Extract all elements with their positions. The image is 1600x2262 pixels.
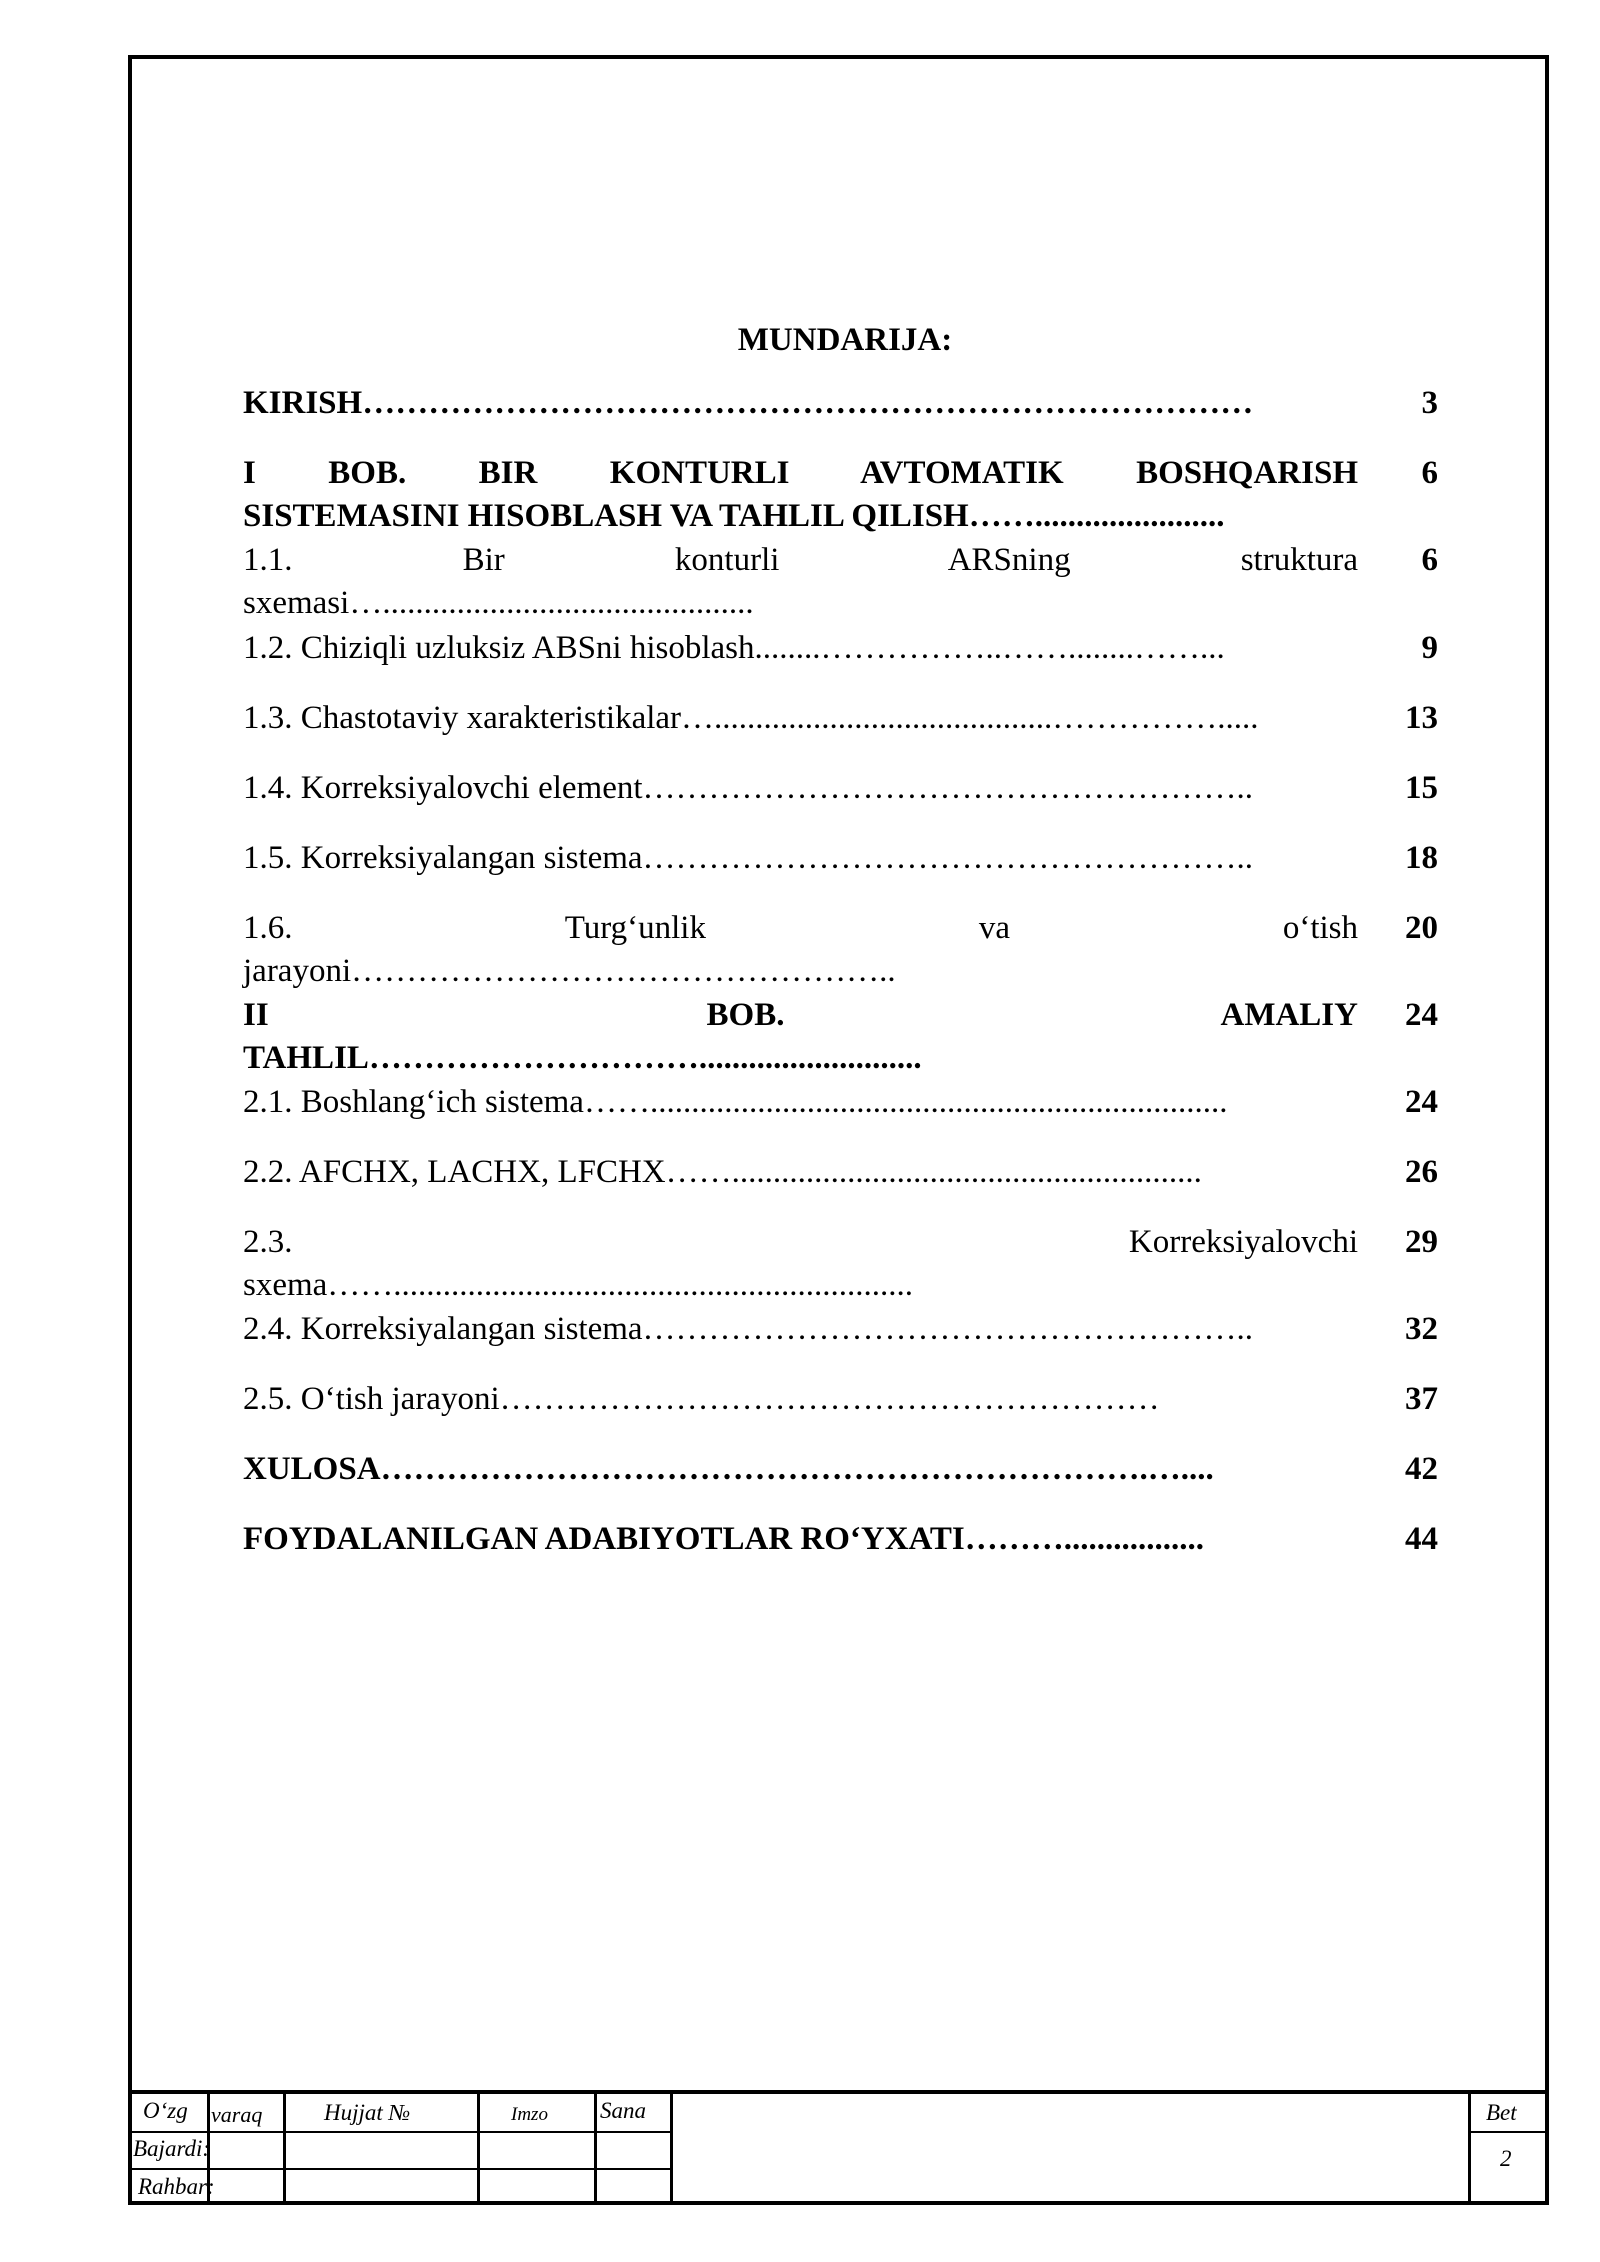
toc-entry bbox=[243, 1378, 1443, 1421]
toc-entry-line: 2.5. O‘tish jarayoni…………………………………………………… bbox=[243, 1381, 1160, 1417]
toc-entry-page: 44 bbox=[1405, 1521, 1438, 1557]
toc-entry bbox=[243, 1308, 1443, 1351]
toc-entry-line: 1.4. Korreksiyalovchi element……………………………………………….. bbox=[243, 770, 1254, 806]
toc-entry-page: 13 bbox=[1405, 700, 1438, 736]
toc-entry bbox=[243, 1081, 1443, 1124]
toc-entry-page: 3 bbox=[1421, 385, 1438, 421]
toc-entry bbox=[243, 1518, 1443, 1561]
toc-entry-title bbox=[243, 382, 1358, 425]
toc-entry-title bbox=[243, 539, 1358, 625]
imzo-label: Imzo bbox=[511, 2104, 548, 2125]
toc-entry-page: 20 bbox=[1405, 910, 1438, 946]
toc-entry bbox=[243, 1221, 1443, 1307]
toc-entry-title bbox=[243, 1518, 1358, 1561]
toc-entry-title bbox=[243, 1151, 1358, 1194]
toc-entry-page: 29 bbox=[1405, 1224, 1438, 1260]
title-block-divider bbox=[283, 2094, 286, 2205]
toc-entry-page: 15 bbox=[1405, 770, 1438, 806]
toc-entry-line: sxema……............................................................... bbox=[243, 1267, 914, 1303]
toc-entry-line: TAHLIL…………………………........................... bbox=[243, 1040, 922, 1076]
toc-entry-page: 6 bbox=[1421, 455, 1438, 491]
toc-entry-line: I BOB. BIR KONTURLI AVTOMATIK BOSHQARISH bbox=[243, 455, 1358, 491]
toc-entry-line: 1.6. Turg‘unlik va o‘tish bbox=[243, 910, 1358, 946]
toc-entry bbox=[243, 1151, 1443, 1194]
toc-entry bbox=[243, 994, 1443, 1080]
title-block-rule bbox=[1468, 2131, 1545, 2133]
toc-entry-line: SISTEMASINI HISOBLASH VA TAHLIL QILISH……....................... bbox=[243, 498, 1225, 534]
toc-entry-title bbox=[243, 767, 1358, 810]
toc-entry-page: 26 bbox=[1405, 1154, 1438, 1190]
toc-entry-title bbox=[243, 1221, 1358, 1307]
title-block-divider bbox=[594, 2094, 597, 2205]
toc-entry-line: sxemasi…............................................. bbox=[243, 585, 754, 621]
toc-entry-page: 32 bbox=[1405, 1311, 1438, 1347]
bajardi-label: Bajardi: bbox=[133, 2136, 211, 2161]
toc-entry-title bbox=[243, 1378, 1358, 1421]
toc-entry-page: 6 bbox=[1421, 542, 1438, 578]
title-block-divider bbox=[670, 2094, 673, 2205]
toc-entry-line: II BOB. AMALIY bbox=[243, 997, 1358, 1033]
toc-entry-title bbox=[243, 697, 1358, 740]
rahbar-label: Rahbar: bbox=[138, 2174, 215, 2199]
title-block-divider bbox=[477, 2094, 480, 2205]
ozg-label: O‘zg bbox=[143, 2098, 188, 2123]
toc-entry-title bbox=[243, 837, 1358, 880]
toc-entry-line: KIRISH……………………………………………………………………… bbox=[243, 385, 1254, 421]
toc-entry-line: 2.4. Korreksiyalangan sistema……………………………………………….. bbox=[243, 1311, 1254, 1347]
toc-entry-page: 18 bbox=[1405, 840, 1438, 876]
toc-entry-line: 1.3. Chastotaviy xarakteristikalar….........................................……………..... bbox=[243, 700, 1259, 736]
sana-label: Sana bbox=[600, 2098, 646, 2123]
toc-entry-line: jarayoni………………………………………….. bbox=[243, 953, 896, 989]
toc-entry-title bbox=[243, 452, 1358, 538]
toc-entry-title bbox=[243, 1448, 1358, 1491]
toc-entry-title bbox=[243, 627, 1358, 670]
toc-entry-title bbox=[243, 1081, 1358, 1124]
toc-entry-title bbox=[243, 994, 1358, 1080]
toc-entry-line: 2.3. Korreksiyalovchi bbox=[243, 1224, 1358, 1260]
toc-entry-line: FOYDALANILGAN ADABIYOTLAR RO‘YXATI………................. bbox=[243, 1521, 1205, 1557]
toc-entry bbox=[243, 452, 1443, 538]
title-block-rule bbox=[128, 2131, 670, 2133]
toc-entry bbox=[243, 767, 1443, 810]
page-title: MUNDARIJA: bbox=[737, 322, 953, 358]
toc-entry bbox=[243, 539, 1443, 625]
toc-entry-title bbox=[243, 1308, 1358, 1351]
toc-entry-page: 9 bbox=[1421, 630, 1438, 666]
title-block-divider bbox=[1468, 2094, 1471, 2205]
toc-entry-line: 1.5. Korreksiyalangan sistema……………………………………………….. bbox=[243, 840, 1254, 876]
toc-entry bbox=[243, 1448, 1443, 1491]
toc-entry-page: 24 bbox=[1405, 1084, 1438, 1120]
toc-entry-line: XULOSA…………………………………………………………….….... bbox=[243, 1451, 1214, 1487]
hujjat-label: Hujjat № bbox=[324, 2100, 411, 2125]
title-block bbox=[128, 2090, 1549, 2205]
toc-entry bbox=[243, 382, 1443, 425]
toc-entry bbox=[243, 907, 1443, 993]
toc-entry-page: 37 bbox=[1405, 1381, 1438, 1417]
title-block-rule bbox=[128, 2168, 670, 2170]
toc-entry-page: 42 bbox=[1405, 1451, 1438, 1487]
toc-entry-line: 2.2. AFCHX, LACHX, LFCHX……......................................................... bbox=[243, 1154, 1202, 1190]
toc-entry-line: 1.1. Bir konturli ARSning struktura bbox=[243, 542, 1358, 578]
page-frame bbox=[128, 55, 1549, 2205]
toc-entry-title bbox=[243, 907, 1358, 993]
bet-label: Bet bbox=[1486, 2100, 1517, 2125]
toc-entry-line: 1.2. Chiziqli uzluksiz ABSni hisoblash........……………..……........……... bbox=[243, 630, 1225, 666]
toc-entry bbox=[243, 627, 1443, 670]
varaq-label: varaq bbox=[211, 2102, 263, 2127]
page-number: 2 bbox=[1500, 2146, 1512, 2171]
toc-entry-page: 24 bbox=[1405, 997, 1438, 1033]
toc-entry-line: 2.1. Boshlang‘ich sistema……...................................................................... bbox=[243, 1084, 1228, 1120]
toc-entry bbox=[243, 697, 1443, 740]
toc-entry bbox=[243, 837, 1443, 880]
